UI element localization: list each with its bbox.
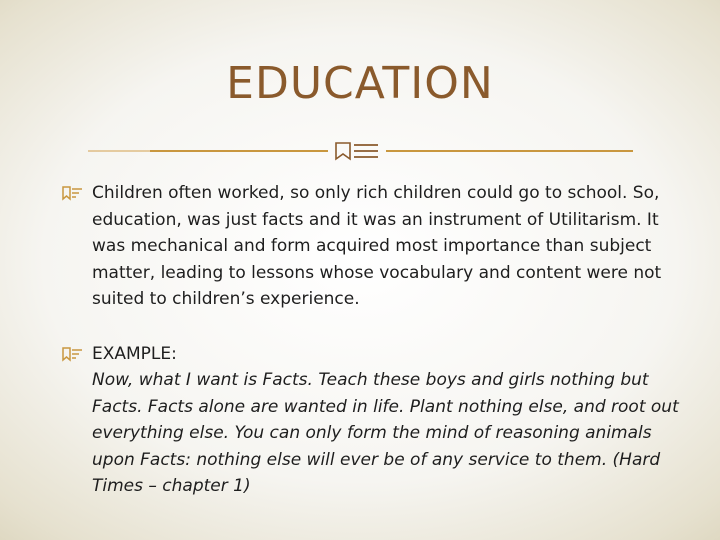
slide-body <box>62 180 692 500</box>
example-quote: Now, what I want is Facts. Teach these boys and girls nothing but Facts. Facts alone are wanted in life. Plant nothing else, and root out everything else. You can only form the mind of reasoning animals upon Facts: nothing else will ever be of any service to them. (Hard Times – chapter 1) <box>92 370 679 496</box>
slide-title: EDUCATION <box>226 58 494 109</box>
title-divider <box>88 136 633 166</box>
bullet-item <box>62 341 692 500</box>
example-heading: EXAMPLE: <box>92 343 177 364</box>
bookmark-bars-icon <box>336 143 378 159</box>
bullet-text: Children often worked, so only rich children could go to school. So, education, was just facts and it was an instrument of Utilitarism. It was mechanical and form acquired most importance than subject matter, leading to lessons whose vocabulary and content were not suited to children’s experience. <box>92 183 662 309</box>
bullet-item <box>62 180 692 313</box>
bookmark-arrow-icon <box>62 185 84 201</box>
bookmark-arrow-icon <box>62 346 84 362</box>
